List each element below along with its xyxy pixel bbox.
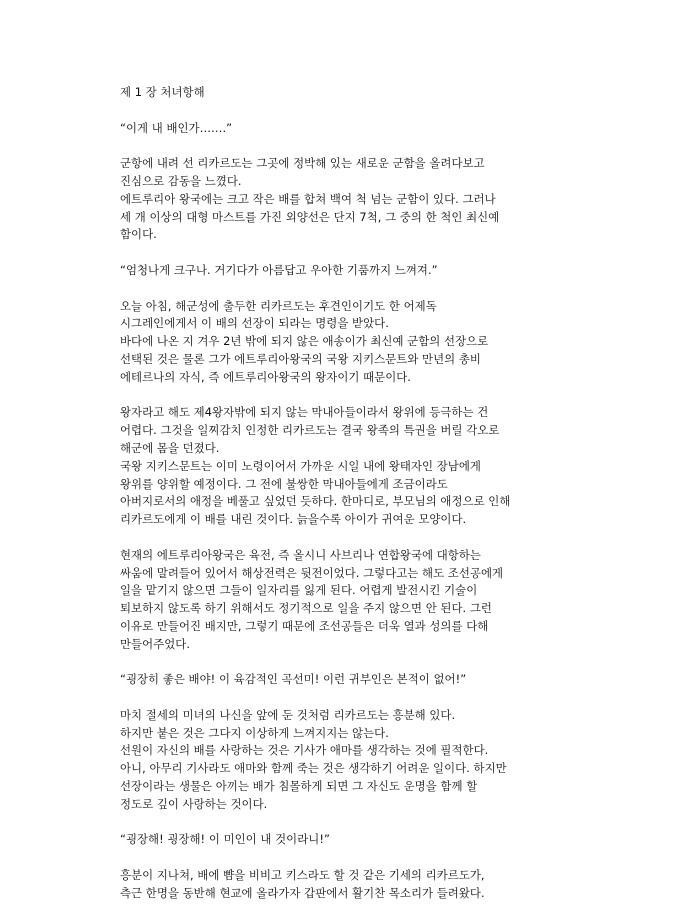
paragraph-gap [120,814,590,832]
text-line: 국왕 지키스문트는 이미 노령이어서 가까운 시일 내에 왕태자인 장남에게 [120,458,481,473]
text-line: 에트루리아 왕국에는 크고 작은 배를 합쳐 백여 척 넘는 군함이 있다. 그러나 [120,191,496,206]
text-line: “이게 내 배인가…….” [120,120,233,135]
text-line: 선장이라는 생물은 아끼는 배가 침몰하게 되면 그 자신도 운명을 함께 할 [120,779,478,794]
paragraph-gap [120,244,590,262]
paragraph-gap [120,654,590,672]
text-line: 에테르나의 자식, 즉 에트루리아왕국의 왕자이기 때문이다. [120,369,411,384]
chapter-title: 제 1 장 처녀항해 [120,85,205,99]
paragraph-gap [120,102,590,120]
text-line: 하지만 붙은 것은 그다지 이상하게 느껴지지는 않는다. [120,725,389,740]
paragraph-9 [120,831,590,849]
text-line: 함이다. [120,227,157,242]
text-line: “굉장해! 굉장해! 이 미인이 내 것이라니!” [120,832,330,847]
text-line: 선택된 것은 물론 그가 에트루리아왕국의 국왕 지키스문트와 만년의 총비 [120,351,481,366]
paragraph-gap [120,689,590,707]
text-line: 왕위를 양위할 예정이다. 그 전에 불쌍한 막내아들에게 조금이라도 [120,476,448,491]
paragraph-1 [120,120,590,138]
text-line: 아니, 아무리 기사라도 애마와 함께 죽는 것은 생각하기 어려운 일이다. 하지만 [120,761,507,776]
text-line: 싸움에 말려들어 있어서 해상전력은 뒷전이었다. 그렇다고는 해도 조선공에게 [120,565,504,580]
text-line: 왕자라고 해도 제4왕자밖에 되지 않는 막내아들이라서 왕위에 등극하는 건 [120,405,489,420]
text-line: 진심으로 감동을 느꼈다. [120,173,242,188]
text-line: “엄청나게 크구나. 거기다가 아름답고 우아한 기품까지 느껴져.” [120,262,438,277]
paragraph-5 [120,404,590,529]
paragraph-8 [120,707,590,814]
paragraph-gap [120,280,590,298]
paragraph-gap [120,137,590,155]
text-line: 흥분이 지나쳐, 배에 뺨을 비비고 키스라도 할 것 같은 기세의 리카르도가, [120,868,485,883]
paragraph-gap [120,849,590,867]
text-line: 현재의 에트루리아왕국은 육전, 즉 올시니 사브리나 연합왕국에 대항하는 [120,547,481,562]
text-line: “굉장히 좋은 배야! 이 육감적인 곡선미! 이런 귀부인은 본적이 없어!” [120,672,467,687]
paragraph-gap [120,529,590,547]
text-line: 어렵다. 그것을 일찌감치 인정한 리카르도는 결국 왕족의 특권을 버릴 각오로 [120,423,500,438]
text-line: 바다에 나온 지 겨우 2년 밖에 되지 않은 애송이가 최신예 군함의 선장으로 [120,334,489,349]
text-line: 측근 한명을 동반해 현교에 올라가자 갑판에서 활기찬 목소리가 들려왔다. [120,885,485,900]
text-line: 시그레인에게서 이 배의 선장이 되라는 명령을 받았다. [120,316,389,331]
text-line: 리카르도에게 이 배를 내린 것이다. 늙을수록 아이가 귀여운 모양이다. [120,512,467,527]
paragraph-2 [120,155,590,244]
text-line: 아버지로서의 애정을 베풀고 싶었던 듯하다. 한마디로, 부모님의 애정으로 인해 [120,494,511,509]
text-line: 퇴보하지 않도록 하기 위해서도 정기적으로 일을 주지 않으면 안 된다. 그런 [120,601,492,616]
text-line: 마치 절세의 미녀의 나신을 앞에 둔 것처럼 리카르도는 흥분해 있다. [120,707,456,722]
document-page [120,84,590,903]
text-line: 선원이 자신의 배를 사랑하는 것은 기사가 애마를 생각하는 것에 필적한다. [120,743,489,758]
text-line: 군항에 내려 선 리카르도는 그곳에 정박해 있는 새로운 군함을 올려다보고 [120,156,485,171]
paragraph-gap [120,387,590,405]
paragraph-10 [120,867,590,903]
text-line: 만들어주었다. [120,636,190,651]
text-line: 오늘 아침, 해군성에 출두한 리카르도는 후견인이기도 한 어제독 [120,298,437,313]
text-line: 세 개 이상의 대형 마스트를 가진 외양선은 단지 7척, 그 중의 한 척인 최신예 [120,209,500,224]
paragraph-4 [120,298,590,387]
paragraph-6 [120,547,590,654]
text-line: 정도로 깊이 사랑하는 것이다. [120,796,268,811]
text-line: 이유로 만들어진 배지만, 그렇기 때문에 조선공들은 더욱 열과 성의를 다해 [120,618,489,633]
text-line: 해군에 몸을 던졌다. [120,440,220,455]
paragraph-7 [120,671,590,689]
text-line: 일을 맡기지 않으면 그들이 일자리를 잃게 된다. 어렵게 발전시킨 기술이 [120,583,478,598]
paragraph-3 [120,262,590,280]
